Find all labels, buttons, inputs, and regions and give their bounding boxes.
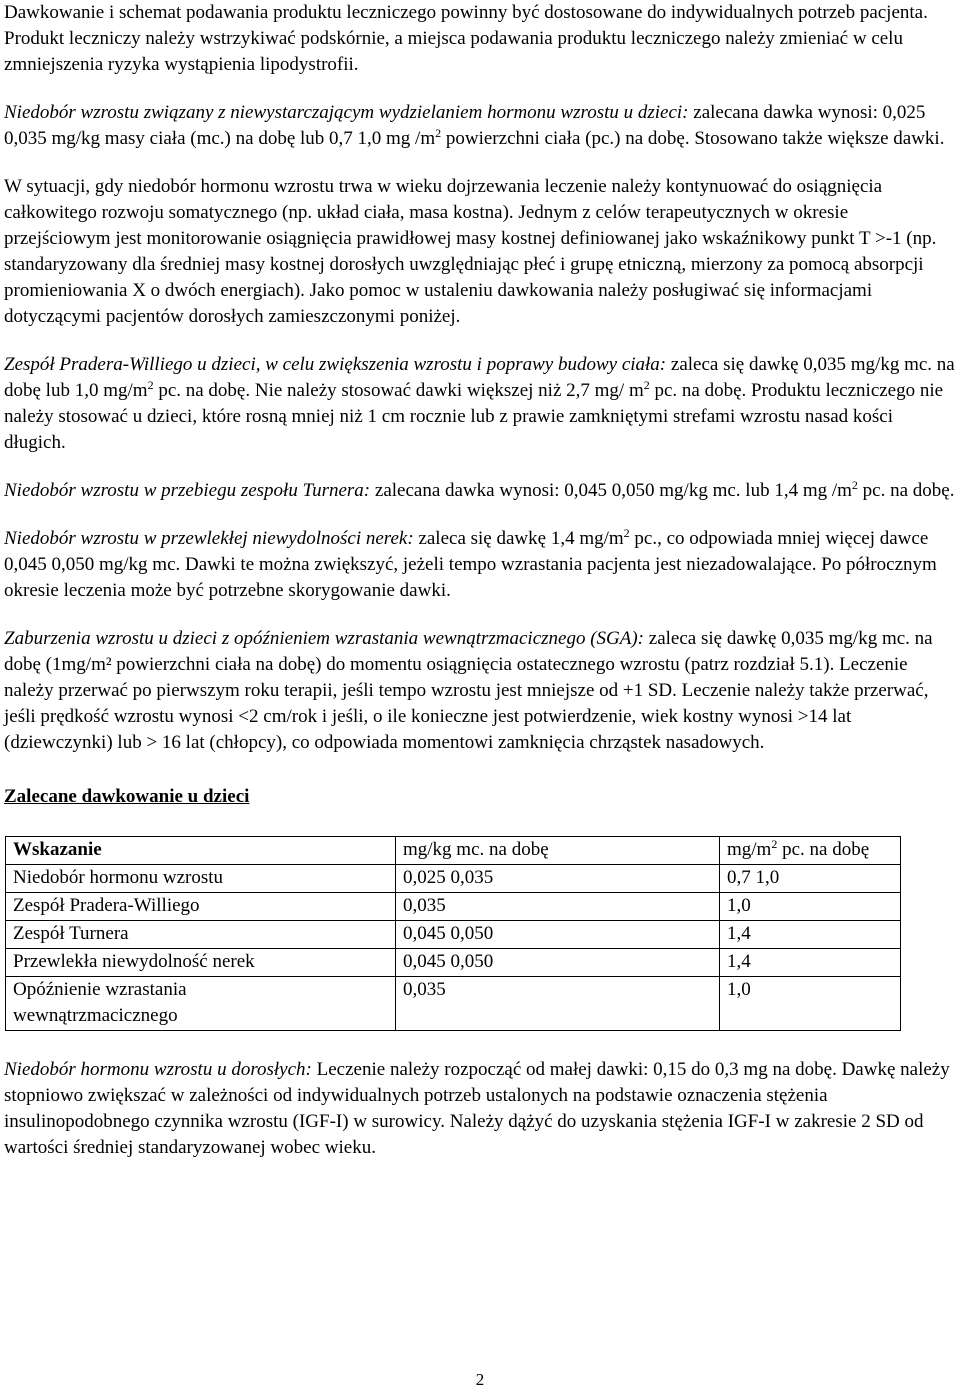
table-header-mgkg: mg/kg mc. na dobę	[396, 837, 720, 865]
paragraph-text: pc., co odpowiada mniej więcej dawce 0,045 0,050 mg/kg mc. Dawki te można zwiększyć, jeżeli tempo wzrastania pacjenta jest niezadowalające. Po półrocznym okresie leczenia może być potrzebne skorygowanie dawki.	[4, 528, 937, 601]
paragraph-text: W sytuacji, gdy niedobór hormonu wzrostu trwa w wieku dojrzewania leczenie należy kontynuować do osiągnięcia całkowitego rozwoju somatycznego (np. układ ciała, masa kostna). Jednym z celów terapeutycznych w okresie przejściowym jest monitorowanie osiągnięcia prawidłowej masy kostnej definiowanej jako wskaźnikowy punkt T >-1 (np. standaryzowany dla średniej masy kostnej dorosłych uwzględniając płeć i grupę etniczną, mierzony za pomocą absorpcji promieniowania X o dwóch energiach). Jako pomoc w ustaleniu dawkowania należy posługiwać się informacjami dotyczącymi pacjentów dorosłych zamieszczonymi poniżej.	[4, 176, 937, 327]
paragraph-text: Dawkowanie i schemat podawania produktu leczniczego powinny być dostosowane do indywidualnych potrzeb pacjenta.	[4, 2, 928, 23]
paragraph-renal	[4, 526, 956, 604]
table-cell-mgm2: 1,4	[720, 949, 901, 977]
table-row	[6, 977, 901, 1031]
superscript: 2	[623, 526, 630, 540]
page-number: 2	[475, 1370, 485, 1389]
table-cell-mgm2: 1,0	[720, 977, 901, 1031]
table-cell-indication: Zespół Turnera	[6, 921, 396, 949]
paragraph-italic-lead: Zespół Pradera-Williego u dzieci, w celu zwiększenia wzrostu i poprawy budowy ciała:	[4, 354, 667, 375]
paragraph-italic-lead: Zaburzenia wzrostu u dzieci z opóźnieniem wzrastania wewnątrzmacicznego (SGA):	[4, 628, 645, 649]
paragraph-prader-willi	[4, 352, 956, 456]
paragraph-text: Produkt leczniczy należy wstrzykiwać podskórnie, a miejsca podawania produktu leczniczego należy zmieniać w celu zmniejszenia ryzyka wystąpienia lipodystrofii.	[4, 28, 903, 75]
paragraph-italic-lead: Niedobór wzrostu w przewlekłej niewydolności nerek:	[4, 528, 414, 549]
superscript: 2	[147, 378, 154, 392]
superscript: 2	[643, 378, 650, 392]
paragraph-italic-lead: Niedobór wzrostu w przebiegu zespołu Turnera:	[4, 480, 371, 501]
table-row	[6, 921, 901, 949]
paragraph-sga	[4, 626, 956, 756]
table-row	[6, 893, 901, 921]
paragraph-text: pc. na dobę.	[857, 480, 955, 501]
paragraph-text: Leczenie należy rozpocząć od małej dawki: 0,15 do 0,3 mg na dobę. Dawkę należy stopniowo zwiększać w zależności od indywidualnych potrzeb ustalonych na podstawie oznaczenia stężenia insulinopodobnego czynnika wzrostu (IGF-I) w surowicy. Należy dążyć do uzyskania stężenia IGF-I w zakresie 2 SD od wartości średniej standaryzowanej wobec wieku.	[4, 1059, 950, 1158]
paragraph-text: pc. na dobę. Nie należy stosować dawki większej niż 2,7 mg/ m	[153, 380, 644, 401]
paragraph-adults	[4, 1057, 956, 1161]
table-cell-indication: Przewlekła niewydolność nerek	[6, 949, 396, 977]
paragraph-text: zalecana dawka wynosi: 0,045 0,050 mg/kg mc. lub 1,4 mg /m	[370, 480, 852, 501]
table-header-indication: Wskazanie	[6, 837, 396, 865]
table-cell-mgkg: 0,045 0,050	[396, 949, 720, 977]
paragraph-puberty	[4, 174, 956, 330]
table-row	[6, 865, 901, 893]
paragraph-text: powierzchni ciała (pc.) na dobę. Stosowano także większe dawki.	[441, 128, 945, 149]
paragraph-turner	[4, 478, 956, 504]
paragraph-text: zaleca się dawkę 1,4 mg/m	[413, 528, 624, 549]
paragraph-italic-lead: Niedobór hormonu wzrostu u dorosłych:	[4, 1059, 312, 1080]
table-cell-mgkg: 0,035	[396, 893, 720, 921]
table-cell-mgm2: 0,7 1,0	[720, 865, 901, 893]
table-header-mgm2: $mg/m^2$ pc. na dobę	[720, 837, 901, 865]
table-cell-indication: Zespół Pradera-Williego	[6, 893, 396, 921]
paragraph-text: pc. na dobę. Produktu leczniczego nie należy stosować u dzieci, które rosną mniej niż 1 cm rocznie lub z prawie zamkniętymi strefami wzrostu nasad kości długich.	[4, 380, 944, 453]
superscript: 2	[771, 837, 778, 851]
table-header-row	[6, 837, 901, 865]
table-cell-indication: Niedobór hormonu wzrostu	[6, 865, 396, 893]
paragraph-text: zaleca się dawkę 0,035 mg/kg mc. na dobę (1mg/m² powierzchni ciała na dobę) do momentu osiągnięcia ostatecznego wzrostu (patrz rozdział 5.1). Leczenie należy przerwać po pierwszym roku terapii, jeśli tempo wzrostu jest mniejsze od +1 SD. Leczenie należy także przerwać, jeśli prędkość wzrostu wynosi <2 cm/rok i jeśli, o ile konieczne jest potwierdzenie, wiek kostny wynosi >14 lat (dziewczynki) lub > 16 lat (chłopcy), co odpowiada momentowi zamknięcia chrząstek nasadowych.	[4, 628, 933, 753]
table-row	[6, 949, 901, 977]
table-cell-mgkg: 0,025 0,035	[396, 865, 720, 893]
paragraph-dosing-general	[4, 0, 956, 78]
table-cell-mgm2: 1,0	[720, 893, 901, 921]
superscript: 2	[435, 126, 442, 140]
superscript: 2	[851, 478, 858, 492]
table-cell-indication: Opóźnienie wzrastania wewnątrzmacicznego	[6, 977, 396, 1031]
table-cell-mgkg: 0,045 0,050	[396, 921, 720, 949]
dosing-table	[5, 836, 901, 1031]
table-cell-mgkg: 0,035	[396, 977, 720, 1031]
document-page	[4, 0, 956, 1161]
paragraph-italic-lead: Niedobór wzrostu związany z niewystarczającym wydzielaniem hormonu wzrostu u dzieci:	[4, 102, 689, 123]
paragraph-text: zalecana dawka wynosi: 0,025 0,035 mg/kg masy ciała (mc.) na dobę lub 0,7 1,0 mg /m	[4, 102, 926, 149]
section-heading: Zalecane dawkowanie u dzieci	[4, 786, 250, 807]
paragraph-text: zaleca się dawkę 0,035 mg/kg mc. na dobę lub 1,0 mg/m	[4, 354, 955, 401]
paragraph-ghd-children	[4, 100, 956, 152]
table-cell-mgm2: 1,4	[720, 921, 901, 949]
